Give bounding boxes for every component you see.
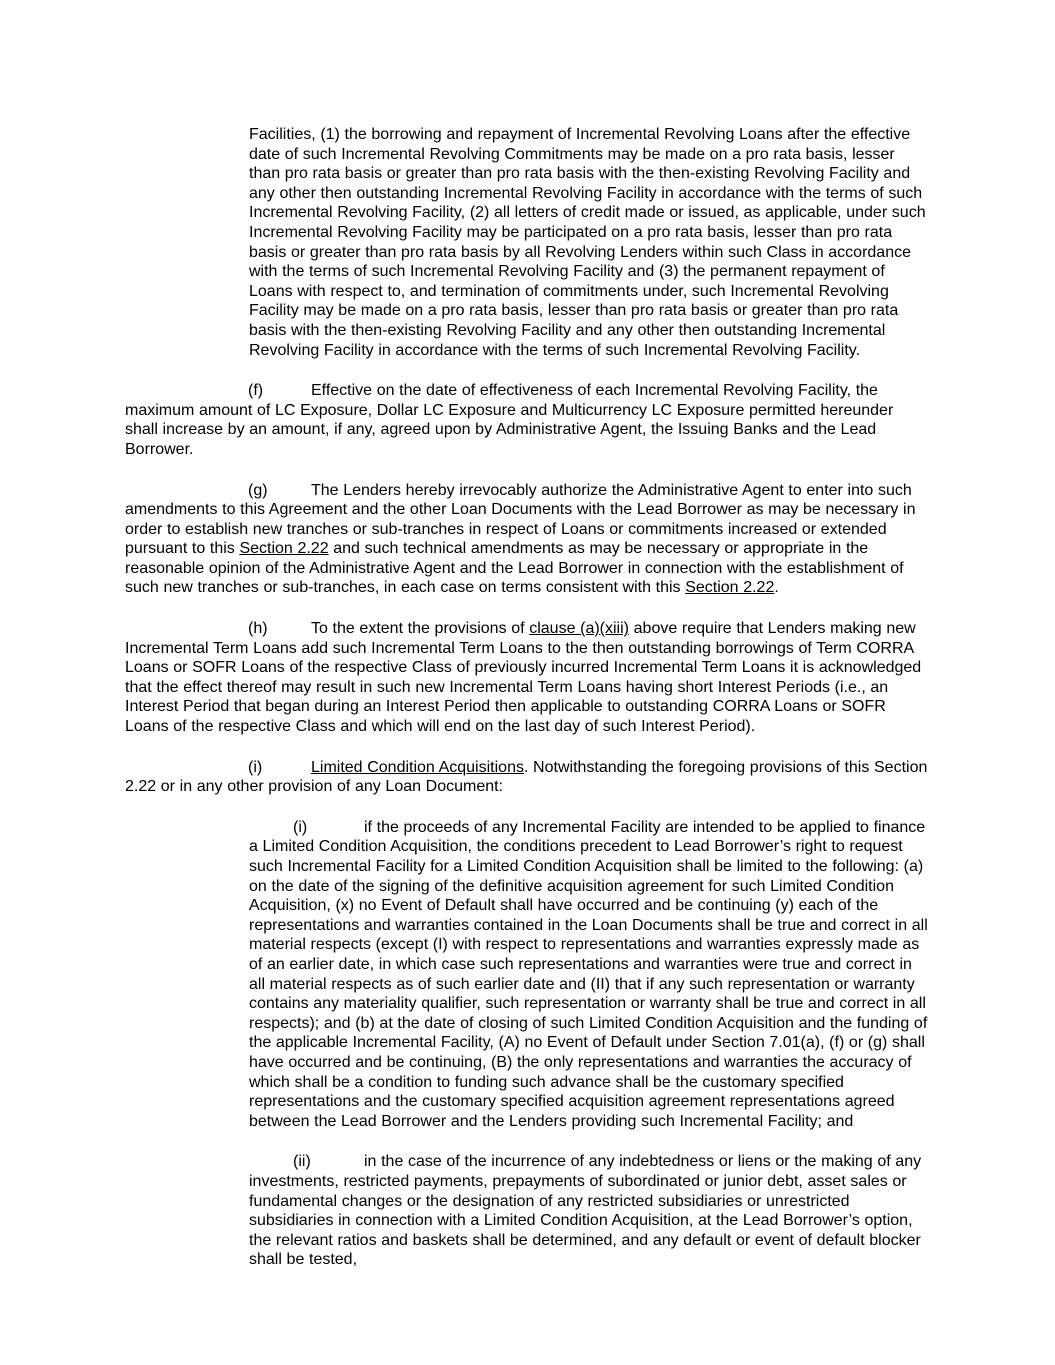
clause-i-sub-i-label: (i) [293, 818, 308, 836]
text-run: in the case of the incurrence of any indebtedness or liens or the making of any investments, restricted payments, prepayments of subordinated or junior debt, asset sales or fundamental changes or the designation of any restricted subsidiaries or unrestricted subsidiaries in connection with a Limited Condition Acquisition, at the Lead Borrower’s option, the relevant ratios and baskets shall be determined, and any default or event of default blocker shall be tested, [249, 1153, 922, 1269]
clause-i-sub-ii [249, 1152, 930, 1270]
clause-g [125, 481, 930, 599]
clause-f-label: (f) [248, 382, 264, 400]
text-run: The Lenders hereby irrevocably authorize the Administrative Agent to enter into such amendments to this Agreement and the other Loan Documents with the Lead Borrower as may be necessary in order to establish new tranches or sub-tranches in respect of Loans or commitments increased or extended pursuant to this [125, 481, 916, 558]
clause-i [125, 758, 930, 797]
text-run: Facilities, (1) the borrowing and repayment of Incremental Revolving Loans after the effective date of such Incremental Revolving Commitments may be made on a pro rata basis, lesser than pro rata basis or greater than pro rata basis with the then-existing Revolving Facility and any other then outstanding Incremental Revolving Facility in accordance with the terms of such Incremental Revolving Facility, (2) all letters of credit made or issued, as applicable, under such Incremental Revolving Facility may be participated on a pro rata basis, lesser than pro rata basis or greater than pro rata basis by all Revolving Lenders within such Class in accordance with the terms of such Incremental Revolving Facility and (3) the permanent repayment of Loans with respect to, and termination of commitments under, such Incremental Revolving Facility may be made on a pro rata basis, lesser than pro rata basis or greater than pro rata basis with the then-existing Revolving Facility and any other then outstanding Incremental Revolving Facility in accordance with the terms of such Incremental Revolving Facility. [249, 126, 926, 359]
clause-i-label: (i) [248, 758, 263, 776]
clause-g-label: (g) [248, 481, 268, 499]
document-body [125, 125, 930, 1270]
underlined-term: Section 2.22 [685, 579, 775, 597]
text-run: . Notwithstanding the foregoing provisions of this Section 2.22 or in any other provision of any Loan Document: [125, 758, 928, 796]
clause-h [125, 619, 930, 737]
clause-h-label: (h) [248, 620, 268, 638]
text-run: and such technical amendments as may be necessary or appropriate in the reasonable opinion of the Administrative Agent and the Lead Borrower in connection with the establishment of such new tranches or sub-tranches, in each case on terms consistent with this [125, 540, 904, 597]
clause-i-sub-i [249, 818, 930, 1132]
text-run: if the proceeds of any Incremental Facility are intended to be applied to finance a Limited Condition Acquisition, the conditions precedent to Lead Borrower’s right to request such Incremental Facility for a Limited Condition Acquisition shall be limited to the following: (a) on the date of the signing of the definitive acquisition agreement for such Limited Condition Acquisition, (x) no Event of Default shall have occurred and be continuing (y) each of the representations and warranties contained in the Loan Documents shall be true and correct in all material respects (except (I) with respect to representations and warranties expressly made as of an earlier date, in which case such representations and warranties were true and correct in all material respects as of such earlier date and (II) that if any such representation or warranty contains any materiality qualifier, such representation or warranty shall be true and correct in all respects); and (b) at the date of closing of such Limited Condition Acquisition and the funding of the applicable Incremental Facility, (A) no Event of Default under Section 7.01(a), (f) or (g) shall have occurred and be continuing, (B) the only representations and warranties the accuracy of which shall be a condition to funding such advance shall be the customary specified representations and the customary specified acquisition agreement representations agreed between the Lead Borrower and the Lenders providing such Incremental Facility; and [249, 818, 928, 1130]
underlined-term: clause (a)(xiii) [529, 620, 629, 638]
clause-i-sub-ii-label: (ii) [293, 1153, 311, 1171]
underlined-term: Section 2.22 [239, 540, 329, 558]
clause-e-continuation [249, 125, 930, 360]
text-run: Effective on the date of effectiveness of each Incremental Revolving Facility, the maximum amount of LC Exposure, Dollar LC Exposure and Multicurrency LC Exposure permitted hereunder shall increase by an amount, if any, agreed upon by Administrative Agent, the Issuing Banks and the Lead Borrower. [125, 382, 894, 458]
underlined-term: Limited Condition Acquisitions [311, 758, 524, 776]
text-run: To the extent the provisions of [311, 620, 530, 638]
clause-f [125, 381, 930, 459]
text-run: . [774, 579, 779, 597]
text-run: above require that Lenders making new Incremental Term Loans add such Incremental Term Loans to the then outstanding borrowings of Term CORRA Loans or SOFR Loans of the respective Class of previously incurred Incremental Term Loans it is acknowledged that the effect thereof may result in such new Incremental Term Loans having short Interest Periods (i.e., an Interest Period that began during an Interest Period then applicable to outstanding CORRA Loans or SOFR Loans of the respective Class and which will end on the last day of such Interest Period). [125, 620, 922, 736]
